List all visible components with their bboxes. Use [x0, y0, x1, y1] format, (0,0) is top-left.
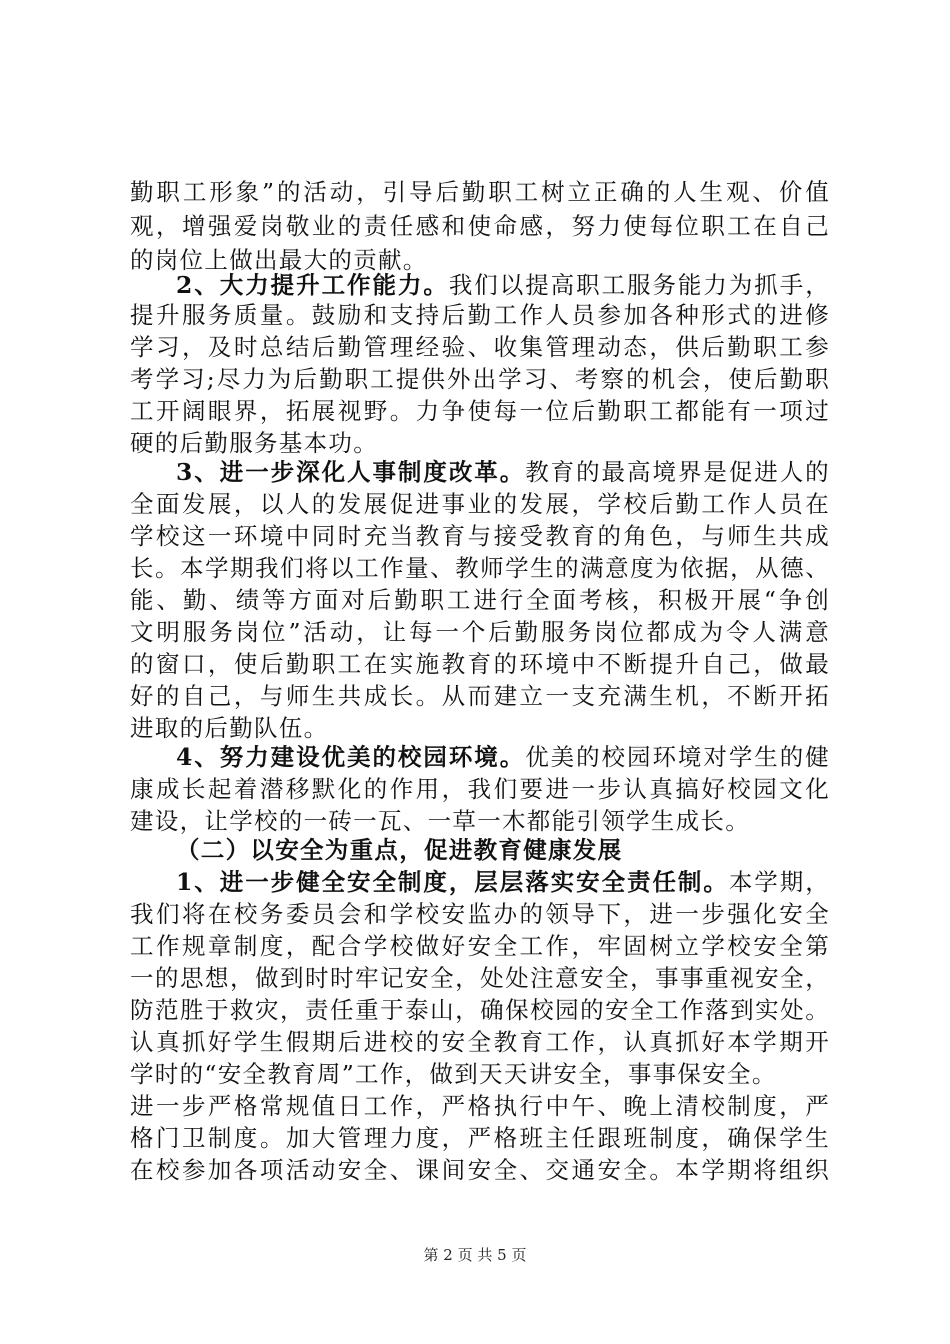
text-line: 学时的“安全教育周”工作，做到天天讲安全，事事保安全。 — [130, 1060, 777, 1088]
text-line: 考学习;尽力为后勤职工提供外出学习、考察的机会，使后勤职 — [130, 365, 830, 393]
text-line: 进一步严格常规值日工作，严格执行中午、晚上清校制度，严 — [130, 1092, 830, 1120]
text-line: 好的自己，与师生共成长。从而建立一支充满生机，不断开拓 — [130, 682, 830, 710]
text-line: 工作规章制度，配合学校做好安全工作，牢固树立学校安全第 — [130, 932, 830, 960]
text-line: 防范胜于救灾，责任重于泰山，确保校园的安全工作落到实处。 — [130, 996, 830, 1024]
paragraph-heading-line: 1、进一步健全安全制度，层层落实安全责任制。本学期， — [176, 868, 830, 896]
text-line: 认真抓好学生假期后进校的安全教育工作，认真抓好本学期开 — [130, 1028, 830, 1056]
section-heading: （二）以安全为重点，促进教育健康发展 — [176, 836, 623, 864]
text-line: 一的思想，做到时时牢记安全，处处注意安全，事事重视安全， — [130, 964, 830, 992]
paragraph-heading-line: 2、大力提升工作能力。我们以提高职工服务能力为抓手， — [176, 271, 830, 299]
text-line: 康成长起着潜移默化的作用，我们要进一步认真搞好校园文化 — [130, 775, 830, 803]
text-line: 的窗口，使后勤职工在实施教育的环境中不断提升自己，做最 — [130, 650, 830, 678]
text-line: 进取的后勤队伍。 — [130, 714, 329, 742]
text-line: 观，增强爱岗敬业的责任感和使命感，努力使每位职工在自己 — [130, 212, 830, 240]
text-line: 工开阔眼界，拓展视野。力争使每一位后勤职工都能有一项过 — [130, 397, 830, 425]
paragraph-heading: 4、努力建设优美的校园环境。 — [176, 743, 526, 771]
text-line: 的岗位上做出最大的贡献。 — [130, 246, 428, 274]
page-number-footer: 第 2 页 共 5 页 — [423, 1246, 527, 1264]
paragraph-heading-line: 3、进一步深化人事制度改革。教育的最高境界是促进人的 — [176, 458, 830, 486]
paragraph-heading: 1、进一步健全安全制度，层层落实安全责任制。 — [176, 868, 729, 896]
text-line: 格门卫制度。加大管理力度，严格班主任跟班制度，确保学生 — [130, 1124, 830, 1152]
text-line: 学习，及时总结后勤管理经验、收集管理动态，供后勤职工参 — [130, 333, 830, 361]
paragraph-heading-line: 4、努力建设优美的校园环境。优美的校园环境对学生的健 — [176, 743, 830, 771]
text-line: 勤职工形象”的活动，引导后勤职工树立正确的人生观、价值 — [130, 178, 830, 206]
section-heading-line — [176, 833, 830, 867]
text-line: 提升服务质量。鼓励和支持后勤工作人员参加各种形式的进修 — [130, 301, 830, 329]
paragraph-heading: 2、大力提升工作能力。 — [176, 271, 449, 299]
text-line: 全面发展，以人的发展促进事业的发展，学校后勤工作人员在 — [130, 490, 830, 518]
text-line: 硬的后勤服务基本功。 — [130, 429, 378, 457]
text-line: 文明服务岗位”活动，让每一个后勤服务岗位都成为令人满意 — [130, 618, 830, 646]
text-line: 学校这一环境中同时充当教育与接受教育的角色，与师生共成 — [130, 522, 830, 550]
text-line: 在校参加各项活动安全、课间安全、交通安全。本学期将组织 — [130, 1156, 830, 1184]
text-line: 建设，让学校的一砖一瓦、一草一木都能引领学生成长。 — [130, 807, 750, 835]
paragraph-heading: 3、进一步深化人事制度改革。 — [176, 458, 526, 486]
text-line: 长。本学期我们将以工作量、教师学生的满意度为依据，从德、 — [130, 554, 830, 582]
text-line: 能、勤、绩等方面对后勤职工进行全面考核，积极开展“争创 — [130, 586, 830, 614]
text-line: 我们将在校务委员会和学校安监办的领导下，进一步强化安全 — [130, 900, 830, 928]
